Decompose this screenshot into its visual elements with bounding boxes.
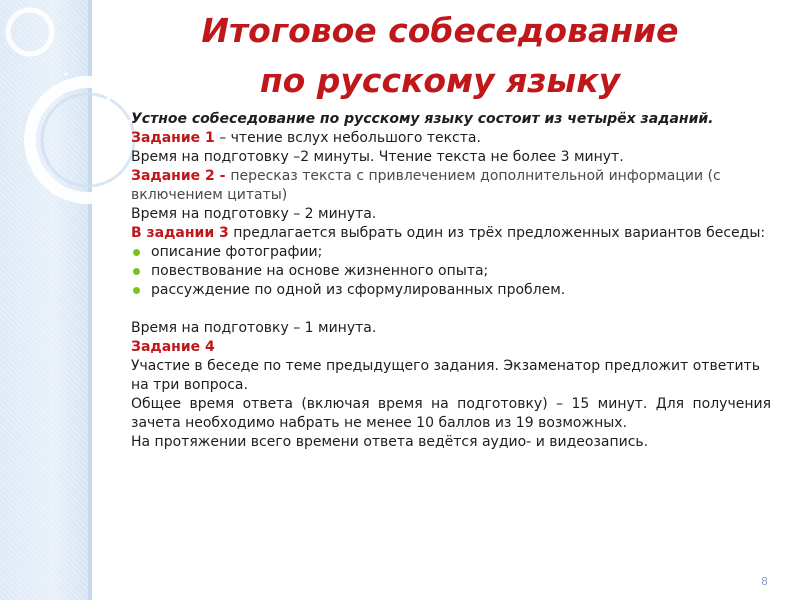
task3-paragraph [131,224,771,243]
task2-paragraph [131,167,771,205]
sparkle-dot [65,73,68,76]
task2-label: Задание 2 [131,168,215,184]
bullet-dot-icon [133,268,140,275]
intro-text: Устное собеседование по русскому языку состоит из четырёх заданий. [131,111,714,127]
task4-label: Задание 4 [131,339,215,355]
task1-paragraph [131,129,771,148]
task1-time: Время на подготовку –2 минуты. Чтение текста не более 3 минут. [131,149,624,165]
total-time-text: Общее время ответа (включая время на подготовку) – 15 минут. Для получения зачета необходимо набрать не менее 10 баллов из 19 возможных. [131,396,771,431]
small-ring [8,10,52,54]
inner-ring [42,94,134,186]
task2-separator: - [214,168,231,184]
task3-options-list [131,243,771,300]
task4-text: Участие в беседе по теме предыдущего задания. Экзаменатор предложит ответить на три вопроса. [131,358,760,393]
option-text: повествование на основе жизненного опыта; [151,263,489,279]
bullet-dot-icon [133,287,140,294]
title-line-1: Итоговое собеседование [201,11,679,50]
task2-text: пересказ текста с привлечением дополнительной информации (с включением цитаты) [131,168,721,203]
option-text: описание фотографии; [151,244,323,260]
blank-line [131,300,771,319]
title-line-2: по русскому языку [259,61,621,100]
task3-time: Время на подготовку – 1 минута. [131,320,377,336]
page-number: 8 [761,575,768,588]
slide-title [120,6,760,106]
recording-text: На протяжении всего времени ответа ведётся аудио- и видеозапись. [131,434,649,450]
list-item [131,243,771,262]
task2-time: Время на подготовку – 2 минута. [131,206,377,222]
bullet-dot-icon [133,249,140,256]
slide-body [131,110,771,452]
task1-label: Задание 1 [131,130,215,146]
task3-text: предлагается выбрать один из трёх предложенных вариантов беседы: [228,225,766,241]
list-item [131,262,771,281]
task1-text: – чтение вслух небольшого текста. [214,130,481,146]
list-item [131,281,771,300]
task3-label: В задании 3 [131,225,229,241]
option-text: рассуждение по одной из сформулированных проблем. [151,282,566,298]
